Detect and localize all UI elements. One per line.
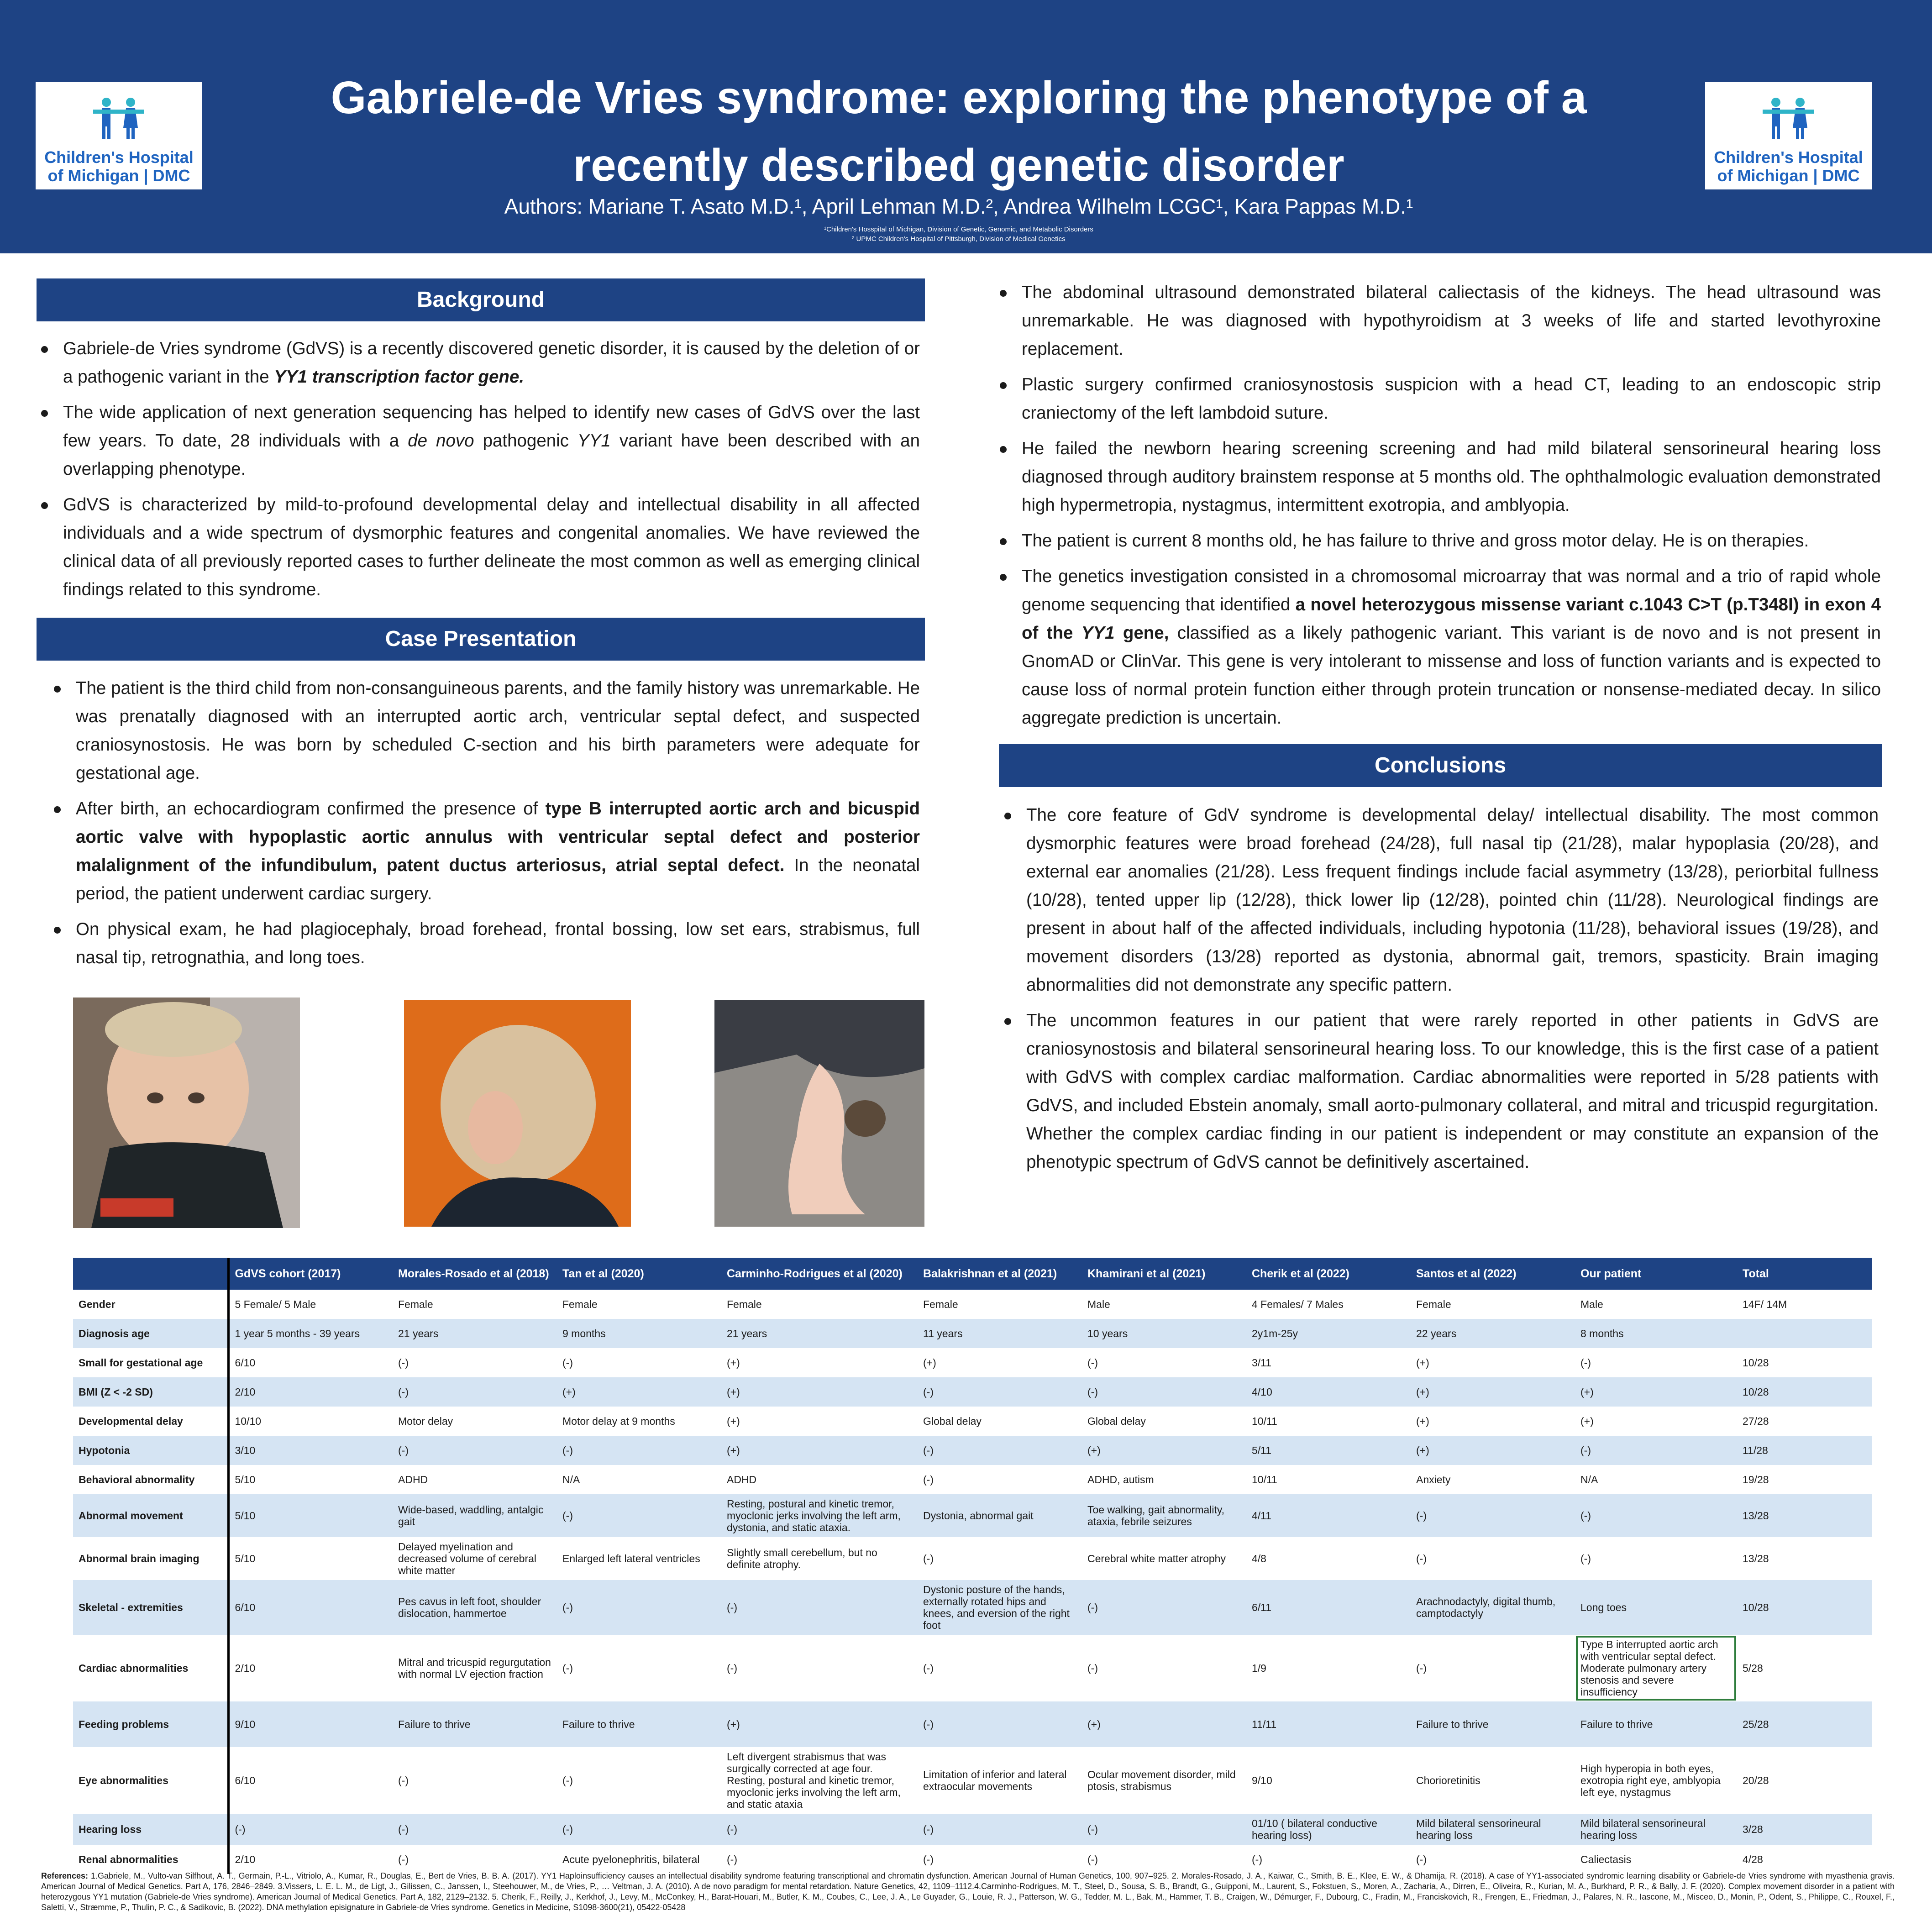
- table-row: [73, 1348, 1872, 1377]
- table-cell: 10/28: [1743, 1357, 1769, 1369]
- table-cell: 22 years: [1411, 1319, 1575, 1348]
- table-cell: 3/10: [228, 1436, 393, 1465]
- table-column-header: Carminho-Rodrigues et al (2020): [721, 1258, 918, 1290]
- table-cell: (-): [1416, 1853, 1427, 1865]
- conclusion-bullet-1: The core feature of GdV syndrome is developmental delay/ intellectual disability. The most common dysmorphic features were broad forehead (24/28), full nasal tip (21/28), malar hypoplasia (20/28), and external ear anomalies (21/28). Less frequent findings include facial asymmetry (13/28), periorbital fullness (10/28), tented upper lip (12/28), thick lower lip (12/28), pointed chin (11/28). Neurological findings are present in about half of the affected individuals, including hypotonia (11/28), behavioral issues (19/28), and movement disorders (13/28) reported as dystonia, abnormal gait, tremors, spasticity. Brain imaging abnormalities did not demonstrate any specific pattern.: [1000, 801, 1879, 999]
- table-column-header: Cherik et al (2022): [1246, 1258, 1411, 1290]
- table-body: [73, 1290, 1872, 1874]
- table-cell: 6/11: [1246, 1580, 1411, 1635]
- table-cell: Cerebral white matter atrophy: [1087, 1553, 1226, 1564]
- logo-text-line2: of Michigan | DMC: [1717, 166, 1860, 185]
- patient-photo-foot: [714, 1000, 924, 1227]
- table-cell: Chorioretinitis: [1416, 1774, 1480, 1786]
- table-column-header: Tan et al (2020): [557, 1258, 721, 1290]
- case-bullet-8: The genetics investigation consisted in a chromosomal microarray that was normal and a trio of rapid whole genome sequencing that identified a novel heterozygous missense variant c.1043 C>T (p.T348I) in exon 4 of the YY1 gene, classified as a likely pathogenic variant. This variant is de novo and is not present in GnomAD or ClinVar. This gene is very intolerant to missense and loss of function variants and is expected to cause loss of normal protein function either through protein truncation or nonsense-mediated decay. In silico aggregate prediction is uncertain.: [995, 562, 1881, 732]
- table-column-header: Total: [1737, 1258, 1872, 1290]
- table-header-blank: [73, 1258, 228, 1290]
- table-cell: 8 months: [1575, 1319, 1737, 1348]
- table-cell: 25/28: [1737, 1701, 1872, 1747]
- row-label: Small for gestational age: [79, 1357, 203, 1369]
- table-cell: (-): [923, 1474, 934, 1486]
- table-row: [73, 1845, 1872, 1874]
- table-column-header: Balakrishnan et al (2021): [918, 1258, 1082, 1290]
- table-cell: (+): [1082, 1701, 1246, 1747]
- poster-header: [0, 0, 1932, 253]
- table-cell: 27/28: [1743, 1415, 1769, 1427]
- table-cell: Anxiety: [1416, 1474, 1451, 1486]
- table-cell: ADHD: [398, 1474, 428, 1486]
- table-cell: (-): [721, 1814, 918, 1845]
- logo-text-line1: Children's Hospital: [1714, 148, 1863, 167]
- table-cell: (+): [1580, 1415, 1594, 1427]
- table-cell: (-): [1082, 1377, 1246, 1407]
- table-cell: Mild bilateral sensorineural hearing loss: [1575, 1814, 1737, 1845]
- patient-photo-head-profile: [404, 1000, 631, 1227]
- conclusion-bullet-2: The uncommon features in our patient that were rarely reported in other patients in GdVS are craniosynostosis and bilateral sensorineural hearing loss. To our knowledge, this is the first case of a patient with GdVS with complex cardiac malformation. Cardiac abnormalities were reported in 5/28 patients with GdVS, and included Ebstein anomaly, small aorto-pulmonary collateral, and mitral and tricuspid regurgitation. Whether the complex cardiac finding in our patient is independent or may constitute an expansion of the phenotypic spectrum of GdVS cannot be definitively ascertained.: [1000, 1007, 1879, 1176]
- background-bullet-2: The wide application of next generation sequencing has helped to identify new cases of GdVS over the last few years. To date, 28 individuals with a de novo pathogenic YY1 variant have been described with an overlapping phenotype.: [37, 399, 920, 483]
- table-cell: Caliectasis: [1580, 1853, 1632, 1865]
- table-cell: 9/10: [1252, 1774, 1272, 1786]
- row-label: Abnormal brain imaging: [79, 1553, 200, 1564]
- table-cell: (+): [1411, 1377, 1575, 1407]
- table-cell: Long toes: [1575, 1580, 1737, 1635]
- table-cell: 5 Female/ 5 Male: [228, 1290, 393, 1319]
- table-cell: (-): [557, 1436, 721, 1465]
- table-cell: (-): [398, 1774, 409, 1786]
- table-cell: (-): [1082, 1580, 1246, 1635]
- children-figures-icon: [90, 96, 147, 142]
- table-cell: 10 years: [1082, 1319, 1246, 1348]
- children-figures-icon: [1760, 96, 1817, 142]
- background-bullets: [37, 335, 920, 611]
- table-cell: 6/10: [228, 1348, 393, 1377]
- table-cell: 4/11: [1246, 1494, 1411, 1537]
- table-cell: 9/10: [228, 1701, 393, 1747]
- table-cell: 13/28: [1743, 1553, 1769, 1564]
- table-cell: N/A: [562, 1474, 580, 1486]
- table-column-header: Santos et al (2022): [1411, 1258, 1575, 1290]
- table-cell: Failure to thrive: [1411, 1701, 1575, 1747]
- table-cell: (-): [562, 1774, 573, 1786]
- table-cell: Female: [727, 1298, 762, 1310]
- table-cell: Enlarged left lateral ventricles: [562, 1553, 700, 1564]
- table-row: [73, 1580, 1872, 1635]
- table-row: [73, 1701, 1872, 1747]
- row-label: Gender: [79, 1298, 116, 1310]
- table-row: [73, 1436, 1872, 1465]
- table-cell: Female: [562, 1298, 598, 1310]
- table-cell: 14F/ 14M: [1743, 1298, 1787, 1310]
- row-label: Abnormal movement: [73, 1494, 228, 1537]
- logo-text-line1: Children's Hospital: [44, 148, 194, 167]
- table-cell: 4/8: [1252, 1553, 1266, 1564]
- case-bullet-2: After birth, an echocardiogram confirmed the presence of type B interrupted aortic arch and bicuspid aortic valve with hypoplastic aortic annulus with ventricular septal defect and posterior malalignment of the infundibulum, patent ductus arteriosus, atrial septal defect. In the neonatal period, the patient underwent cardiac surgery.: [49, 795, 920, 908]
- table-cell: Acute pyelonephritis, bilateral: [562, 1853, 700, 1865]
- table-cell: (+): [727, 1357, 740, 1369]
- case-bullets: [49, 674, 920, 979]
- table-cell: 10/10: [228, 1407, 393, 1436]
- table-cell: Ocular movement disorder, mild ptosis, strabismus: [1087, 1769, 1236, 1792]
- table-cell: (+): [1416, 1357, 1429, 1369]
- background-heading: Background: [37, 278, 925, 321]
- authors: Authors: Mariane T. Asato M.D.¹, April Lehman M.D.², Andrea Wilhelm LCGC¹, Kara Pappas M.D.¹: [504, 194, 1413, 218]
- table-cell: (-): [557, 1494, 721, 1537]
- table-cell: (-): [393, 1814, 557, 1845]
- table-cell: (-): [1416, 1553, 1427, 1564]
- table-cell: Toe walking, gait abnormality, ataxia, febrile seizures: [1082, 1494, 1246, 1537]
- table-cell: 10/28: [1737, 1580, 1872, 1635]
- table-cell: (+): [727, 1415, 740, 1427]
- table-cell: 11 years: [918, 1319, 1082, 1348]
- table-cell: (+): [1575, 1377, 1737, 1407]
- table-row: [73, 1537, 1872, 1580]
- table-cell: (-): [228, 1814, 393, 1845]
- table-cell: (-): [1580, 1357, 1591, 1369]
- table-cell: (+): [557, 1377, 721, 1407]
- table-cell: 2y1m-25y: [1246, 1319, 1411, 1348]
- conclusions-heading: Conclusions: [999, 744, 1882, 787]
- table-row: [73, 1290, 1872, 1319]
- table-cell: Mild bilateral sensorineural hearing loss: [1411, 1814, 1575, 1845]
- table-row: [73, 1319, 1872, 1348]
- table-cell: 2/10: [228, 1845, 393, 1874]
- table-cell: ADHD, autism: [1087, 1474, 1154, 1486]
- table-cell: (+): [1411, 1436, 1575, 1465]
- table-row: [73, 1814, 1872, 1845]
- table-cell: 20/28: [1743, 1774, 1769, 1786]
- table-row: [73, 1494, 1872, 1537]
- table-cell: 01/10 ( bilateral conductive hearing loss): [1246, 1814, 1411, 1845]
- table-cell: 19/28: [1743, 1474, 1769, 1486]
- table-cell: (-): [557, 1814, 721, 1845]
- table-cell: Motor delay at 9 months: [562, 1415, 675, 1427]
- background-bullet-3: GdVS is characterized by mild-to-profound developmental delay and intellectual disability in all affected individuals and a wide spectrum of dysmorphic features and congenital anomalies. We have reviewed the clinical data of all previously reported cases to further delineate the most common as well as emerging clinical findings related to this syndrome.: [37, 491, 920, 604]
- references: [41, 1871, 1895, 1913]
- table-cell: 13/28: [1737, 1494, 1872, 1537]
- table-cell: (-): [398, 1357, 409, 1369]
- table-cell: Dystonic posture of the hands, externally rotated hips and knees, and eversion of the right foot: [918, 1580, 1082, 1635]
- patient-photo-face: [73, 997, 300, 1228]
- table-cell: (-): [923, 1853, 934, 1865]
- table-cell: 21 years: [721, 1319, 918, 1348]
- background-bullet-1: Gabriele-de Vries syndrome (GdVS) is a recently discovered genetic disorder, it is caused by the deletion of or a pathogenic variant in the YY1 transcription factor gene.: [37, 335, 920, 391]
- table-cell: (-): [918, 1814, 1082, 1845]
- table-cell: 9 months: [557, 1319, 721, 1348]
- table-cell: (+): [721, 1436, 918, 1465]
- table-cell: 5/11: [1246, 1436, 1411, 1465]
- affiliation-2: ² UPMC Children's Hospital of Pittsburgh, Division of Medical Genetics: [852, 235, 1066, 243]
- table-cell: 6/10: [228, 1580, 393, 1635]
- table-row: [73, 1377, 1872, 1407]
- table-cell: (-): [393, 1377, 557, 1407]
- table-cell: (+): [1082, 1436, 1246, 1465]
- table-cell: 4/10: [1246, 1377, 1411, 1407]
- table-row: [73, 1465, 1872, 1494]
- table-cell: Type B interrupted aortic arch with ventricular septal defect. Moderate pulmonary artery stenosis and severe insufficiency: [1575, 1635, 1737, 1701]
- table-cell: 2/10: [228, 1377, 393, 1407]
- table-cell: Delayed myelination and decreased volume of cerebral white matter: [398, 1541, 536, 1576]
- row-label: Cardiac abnormalities: [79, 1662, 189, 1674]
- table-cell: (-): [1252, 1853, 1262, 1865]
- row-label: Hearing loss: [73, 1814, 228, 1845]
- table-cell: Female: [923, 1298, 958, 1310]
- row-label: Renal abnormalities: [79, 1853, 178, 1865]
- table-cell: High hyperopia in both eyes, exotropia right eye, amblyopia left eye, nystagmus: [1580, 1763, 1721, 1798]
- references-label: References:: [41, 1871, 89, 1880]
- table-cell: (-): [727, 1853, 737, 1865]
- table-cell: 5/10: [228, 1537, 393, 1580]
- table-cell: Female: [1416, 1298, 1451, 1310]
- row-label: BMI (Z < -2 SD): [73, 1377, 228, 1407]
- table-cell: Female: [398, 1298, 433, 1310]
- case-bullet-3: On physical exam, he had plagiocephaly, broad forehead, frontal bossing, low set ears, strabismus, full nasal tip, retrognathia, and long toes.: [49, 915, 920, 972]
- table-column-header: Our patient: [1575, 1258, 1737, 1290]
- table-cell: Slightly small cerebellum, but no definite atrophy.: [727, 1547, 877, 1570]
- references-text: 1.Gabriele, M., Vulto-van Silfhout, A. T., Germain, P.-L., Vitriolo, A., Kumar, R., Douglas, E., Bert de Vries, B. B. A. (2017). YY1 Haploinsufficiency causes an intellectual disability syndrome featuring transcriptional and chromatin dysfunction. American Journal of Human Genetics, 100, 907–925. 2. Morales-Rosado, J. A., Kaiwar, C., Smith, B. E., Klee, E. W., & Dhamija, R. (2018). A case of YY1-associated syndromic learning disability or Gabriele-de Vries syndrome with myasthenia gravis. American Journal of Medical Genetics. Part A, 176, 2846–2849. 3.Vissers, L. E. L. M., de Ligt, J., Gilissen, C., Janssen, I., Steehouwer, M., de Vries, P., … Veltman, J. A. (2010). A de novo paradigm for mental retardation. Nature Genetics, 42, 1109–1112.4.Carminho-Rodrigues, M. T., Steel, D., Sousa, S. B., Brandt, G., Guipponi, M., Laurent, S., Fokstuen, S., Moren, A., Zacharia, A., Dirren, E., Oliveira, R., Kurian, M. A., Burkhard, P. R., & Bally, J. F. (2020). Complex movement disorder in a patient with heterozygous YY1 mutation (Gabriele-de Vries syndrome). American Journal of Medical Genetics. Part A, 182, 2129–2132. 5. Cherik, F., Reilly, J., Kerkhof, J., Levy, M., McConkey, H., Barat-Houari, M., Butler, K. M., Coubes, C., Lee, J. A., Le Guyader, G., Louie, R. J., Patterson, W. G., Tedder, M. L., Bak, M., Hammer, T. B., Craigen, W., Démurger, F., Dubourg, C., Fradin, M., Franciskovich, R., Frengen, E., Friedman, J., Palares, N. R., Iascone, M., Misceo, D., Monin, P., Odent, S., Philippe, C., Rouxel, F., Saletti, V., Stræmme, P., Thulin, P. C., & Sadikovic, B. (2022). DNA methylation episignature in Gabriele-de Vries syndrome. Genetics in Medicine, S1098-3600(21), 05422-05428: [41, 1871, 1895, 1912]
- case-bullet-5: Plastic surgery confirmed craniosynostosis suspicion with a head CT, leading to an endoscopic strip craniectomy of the left lambdoid suture.: [995, 371, 1881, 427]
- table-cell: Mitral and tricuspid regurgutation with normal LV ejection fraction: [398, 1656, 551, 1680]
- table-cell: Global delay: [1087, 1415, 1146, 1427]
- conclusions-bullets: [1000, 801, 1879, 1184]
- case-bullet-7: The patient is current 8 months old, he has failure to thrive and gross motor delay. He is on therapies.: [995, 527, 1881, 555]
- table-cell: 3/28: [1737, 1814, 1872, 1845]
- table-cell: Arachnodactyly, digital thumb, camptodactyly: [1411, 1580, 1575, 1635]
- row-label: Hypotonia: [73, 1436, 228, 1465]
- table-column-header: GdVS cohort (2017): [228, 1258, 393, 1290]
- logo-text-line2: of Michigan | DMC: [47, 166, 190, 185]
- table-cell: Male: [1087, 1298, 1110, 1310]
- table-cell: Dystonia, abnormal gait: [918, 1494, 1082, 1537]
- table-cell: (-): [1087, 1662, 1098, 1674]
- table-cell: 4 Females/ 7 Males: [1252, 1298, 1344, 1310]
- table-cell: ADHD: [727, 1474, 757, 1486]
- table-cell: (-): [1087, 1357, 1098, 1369]
- case-continued-bullets: [995, 278, 1881, 740]
- table-cell: (-): [727, 1662, 737, 1674]
- table-cell: 11/11: [1246, 1701, 1411, 1747]
- row-label: Eye abnormalities: [79, 1774, 168, 1786]
- table-row: [73, 1407, 1872, 1436]
- table-cell: (-): [923, 1662, 934, 1674]
- affiliation-1: ¹Children's Hosspital of Michigan, Division of Genetic, Genomic, and Metabolic Disorders: [824, 226, 1093, 233]
- table-cell: (-): [918, 1436, 1082, 1465]
- table-cell: (-): [1575, 1436, 1737, 1465]
- table-cell: (-): [393, 1436, 557, 1465]
- table-cell: (+): [721, 1377, 918, 1407]
- table-cell: Left divergent strabismus that was surgically corrected at age four. Resting, postural and kinetic tremor, myoclonic jerks involving the left arm, and static ataxia: [727, 1751, 901, 1810]
- table-cell: 5/28: [1743, 1662, 1763, 1674]
- table-cell: Pes cavus in left foot, shoulder dislocation, hammertoe: [393, 1580, 557, 1635]
- table-cell: Failure to thrive: [1575, 1701, 1737, 1747]
- table-column-header: Khamirani et al (2021): [1082, 1258, 1246, 1290]
- table-cell: (-): [918, 1377, 1082, 1407]
- table-cell: Global delay: [923, 1415, 982, 1427]
- table-cell: 2/10: [228, 1635, 393, 1701]
- table-cell: 5/10: [228, 1465, 393, 1494]
- table-cell: 1/9: [1252, 1662, 1266, 1674]
- case-bullet-1: The patient is the third child from non-consanguineous parents, and the family history was unremarkable. He was prenatally diagnosed with an interrupted aortic arch, ventricular septal defect, and suspected craniosynostosis. He was born by scheduled C-section and his birth parameters were adequate for gestational age.: [49, 674, 920, 788]
- table-cell: [1737, 1319, 1872, 1348]
- literature-comparison-table: [73, 1258, 1872, 1874]
- table-cell: (-): [562, 1662, 573, 1674]
- table-cell: (-): [1082, 1814, 1246, 1845]
- row-label: Skeletal - extremities: [73, 1580, 228, 1635]
- title-line-1: Gabriele-de Vries syndrome: exploring the phenotype of a: [331, 72, 1587, 123]
- table-cell: Resting, postural and kinetic tremor, myoclonic jerks involving the left arm, dystonia, and static ataxia.: [721, 1494, 918, 1537]
- table-cell: Wide-based, waddling, antalgic gait: [393, 1494, 557, 1537]
- table-cell: (-): [923, 1553, 934, 1564]
- row-label: Developmental delay: [79, 1415, 183, 1427]
- table-cell: Male: [1580, 1298, 1603, 1310]
- case-bullet-6: He failed the newborn hearing screening screening and had mild bilateral sensorineural hearing loss diagnosed through auditory brainstem response at 5 months old. The ophthalmologic evaluation demonstrated high hypermetropia, nystagmus, intermittent exotropia, and amblyopia.: [995, 435, 1881, 520]
- table-cell: (-): [398, 1853, 409, 1865]
- table-column-header: Morales-Rosado et al (2018): [393, 1258, 557, 1290]
- table-cell: (+): [1416, 1415, 1429, 1427]
- table-cell: (-): [1575, 1494, 1737, 1537]
- table-cell: (+): [923, 1357, 936, 1369]
- case-bullet-4: The abdominal ultrasound demonstrated bilateral caliectasis of the kidneys. The head ultrasound was unremarkable. He was diagnosed with hypothyroidism at 3 weeks of life and started levothyroxine replacement.: [995, 278, 1881, 363]
- table-cell: (-): [1087, 1853, 1098, 1865]
- table-header-row: [73, 1258, 1872, 1290]
- row-label: Feeding problems: [73, 1701, 228, 1747]
- hospital-logo-left: [36, 82, 202, 189]
- row-label: Diagnosis age: [73, 1319, 228, 1348]
- title-line-2: recently described genetic disorder: [573, 140, 1344, 191]
- table-cell: (-): [918, 1701, 1082, 1747]
- table-cell: N/A: [1580, 1474, 1598, 1486]
- table-cell: 5/10: [228, 1494, 393, 1537]
- gene-name: YY1 transcription factor gene.: [274, 367, 525, 387]
- table-cell: (-): [1411, 1494, 1575, 1537]
- table-cell: (-): [1416, 1662, 1427, 1674]
- table-cell: 10/11: [1252, 1415, 1277, 1427]
- table-cell: (-): [721, 1580, 918, 1635]
- row-label: Behavioral abnormality: [79, 1474, 195, 1486]
- table-cell: 6/10: [228, 1747, 393, 1814]
- case-presentation-heading: Case Presentation: [37, 618, 925, 661]
- hospital-logo-right: [1705, 82, 1872, 189]
- table-cell: (-): [557, 1580, 721, 1635]
- table-cell: 10/28: [1737, 1377, 1872, 1407]
- poster-title: [228, 64, 1689, 199]
- table-cell: Limitation of inferior and lateral extraocular movements: [923, 1769, 1067, 1792]
- table-cell: 11/28: [1737, 1436, 1872, 1465]
- table-cell: Failure to thrive: [393, 1701, 557, 1747]
- table-cell: (+): [721, 1701, 918, 1747]
- table-row: [73, 1747, 1872, 1814]
- table-cell: (-): [562, 1357, 573, 1369]
- table-cell: Motor delay: [398, 1415, 453, 1427]
- table-cell: 10/11: [1252, 1474, 1277, 1486]
- table-cell: 21 years: [393, 1319, 557, 1348]
- table-row: [73, 1635, 1872, 1701]
- table-cell: (-): [1580, 1553, 1591, 1564]
- table-cell: Failure to thrive: [557, 1701, 721, 1747]
- table-cell: 4/28: [1743, 1853, 1763, 1865]
- table-cell: 3/11: [1252, 1357, 1272, 1369]
- table-cell: 1 year 5 months - 39 years: [228, 1319, 393, 1348]
